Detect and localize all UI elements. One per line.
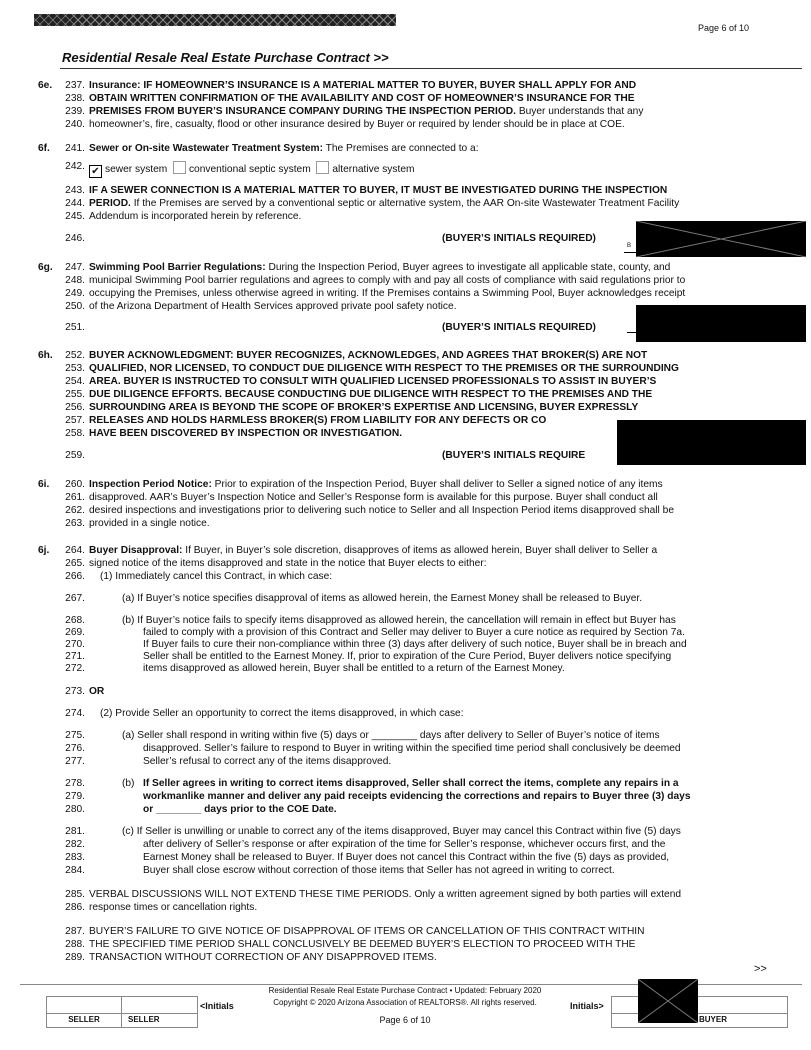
line-marker: (b): [122, 778, 135, 789]
footer-line1: Residential Resale Real Estate Purchase Contract • Updated: February 2020: [268, 986, 542, 995]
line-number: 255.: [65, 389, 85, 400]
line-text: HAVE BEEN DISCOVERED BY INSPECTION OR INVESTIGATION.: [89, 428, 403, 439]
line-number: 272.: [65, 663, 85, 674]
seller-box-line: [47, 1013, 197, 1014]
title-divider: [60, 68, 802, 69]
line-number: 257.: [65, 415, 85, 426]
redacted-initials-block: [636, 305, 806, 342]
line-number: 261.: [65, 492, 85, 503]
line-text: signed notice of the items disapproved and state in the notice that Buyer elects to either:: [89, 558, 487, 569]
line-text: Insurance: IF HOMEOWNER’S INSURANCE IS A MATERIAL MATTER TO BUYER, BUYER SHALL APPLY FOR AND: [89, 80, 637, 91]
line-number: 280.: [65, 804, 85, 815]
initials-line: [624, 252, 636, 253]
line-text: occupying the Premises, unless otherwise agreed in writing. If the Premises contains a Swimming Pool, Buyer acknowledges receipt: [89, 288, 686, 299]
line-number: 243.: [65, 185, 85, 196]
line-number: 247.: [65, 262, 85, 273]
line-text: Buyer shall close escrow without correction of those items that Seller has not agreed in writing to correct.: [143, 865, 615, 876]
line-text: (a) If Buyer’s notice specifies disapproval of items as allowed herein, the Earnest Money shall be released to Buyer.: [122, 593, 643, 604]
line-number: 253.: [65, 363, 85, 374]
continue-mark: >>: [754, 963, 767, 975]
initials-required-label: (BUYER’S INITIALS REQUIRED): [442, 322, 596, 333]
line-text: PERIOD. If the Premises are served by a conventional septic or alternative system, the AAR On-site Wastewater Treatment Facility: [89, 198, 680, 209]
line-number: 256.: [65, 402, 85, 413]
line-text: homeowner’s, fire, casualty, flood or other insurance desired by Buyer or required by lender should be in place at COE.: [89, 119, 625, 130]
line-number: 239.: [65, 106, 85, 117]
line-text: OBTAIN WRITTEN CONFIRMATION OF THE AVAILABILITY AND COST OF HOMEOWNER’S INSURANCE FOR THE: [89, 93, 635, 104]
section-label: 6e.: [38, 80, 53, 91]
sewer-system-checkbox[interactable]: ✔: [89, 165, 102, 178]
line-number: 268.: [65, 615, 85, 626]
line-number: 263.: [65, 518, 85, 529]
line-text: TRANSACTION WITHOUT CORRECTION OF ANY DISAPPROVED ITEMS.: [89, 952, 437, 963]
line-text: DUE DILIGENCE EFFORTS. BECAUSE CONDUCTING DUE DILIGENCE WITH RESPECT TO THE PREMISES AND THE: [89, 389, 653, 400]
line-number: 281.: [65, 826, 85, 837]
line-text: AREA. BUYER IS INSTRUCTED TO CONSULT WITH QUALIFIED LICENSED PROFESSIONALS TO ASSIST IN BUYER’S: [89, 376, 657, 387]
line-number: 250.: [65, 301, 85, 312]
line-text: IF A SEWER CONNECTION IS A MATERIAL MATTER TO BUYER, IT MUST BE INVESTIGATED DURING THE INSPECTION: [89, 185, 668, 196]
line-number: 267.: [65, 593, 85, 604]
line-number: 286.: [65, 902, 85, 913]
alternative-system-checkbox[interactable]: [316, 161, 329, 174]
footer-copyright: Copyright © 2020 Arizona Association of REALTORS®. All rights reserved.: [273, 998, 537, 1007]
line-number: 248.: [65, 275, 85, 286]
line-number: 271.: [65, 651, 85, 662]
line-number: 265.: [65, 558, 85, 569]
line-text: provided in a single notice.: [89, 518, 210, 529]
line-text: Swimming Pool Barrier Regulations: During the Inspection Period, Buyer agrees to investigate all applicable state, county, and: [89, 262, 671, 273]
line-number: 275.: [65, 730, 85, 741]
sewer-options: [89, 161, 414, 178]
line-number: 262.: [65, 505, 85, 516]
initials-required-label: (BUYER’S INITIALS REQUIRED): [442, 233, 596, 244]
line-text: (c) If Seller is unwilling or unable to correct any of the items disapproved, Buyer may cancel this Contract within five (5) days: [122, 826, 681, 837]
line-text: VERBAL DISCUSSIONS WILL NOT EXTEND THESE TIME PERIODS. Only a written agreement signed by both parties will extend: [89, 889, 682, 900]
line-text: If Buyer fails to cure their non-compliance within three (3) days after delivery of such notice, Buyer shall be in breach and: [143, 639, 687, 650]
line-text: (1) Immediately cancel this Contract, in which case:: [100, 571, 333, 582]
buyer-label: BUYER: [699, 1015, 728, 1024]
line-number: 276.: [65, 743, 85, 754]
page-title: Residential Resale Real Estate Purchase Contract >>: [62, 50, 389, 65]
line-text: THE SPECIFIED TIME PERIOD SHALL CONCLUSIVELY BE DEEMED BUYER’S ELECTION TO PROCEED WITH THE: [89, 939, 636, 950]
initials-right-label: Initials>: [570, 1001, 604, 1011]
line-text: Seller’s refusal to correct any of the items disapproved.: [143, 756, 392, 767]
line-text: OR: [89, 686, 105, 697]
line-text: failed to comply with a provision of this Contract and Seller may deliver to Buyer a cure notice as required by Section 7a.: [143, 627, 685, 638]
initials-required-label: (BUYER’S INITIALS REQUIRE: [442, 450, 586, 461]
septic-system-checkbox[interactable]: [173, 161, 186, 174]
line-text: BUYER’S FAILURE TO GIVE NOTICE OF DISAPPROVAL OF ITEMS OR CANCELLATION OF THIS CONTRACT WITHIN: [89, 926, 645, 937]
line-number: 240.: [65, 119, 85, 130]
section-label: 6f.: [38, 143, 50, 154]
line-text: Buyer Disapproval: If Buyer, in Buyer’s sole discretion, disapproves of items as allowed herein, Buyer shall deliver to Seller a: [89, 545, 658, 556]
line-text: desired inspections and investigations prior to delivering such notice to Seller and all Inspection Period items disapproved shall be: [89, 505, 674, 516]
line-number: 258.: [65, 428, 85, 439]
line-text: Earnest Money shall be released to Buyer. If Buyer does not cancel this Contract within the five (5) days as provided,: [143, 852, 670, 863]
alternative-system-label: alternative system: [332, 164, 415, 175]
line-number: 237.: [65, 80, 85, 91]
line-text: Sewer or On-site Wastewater Treatment System: The Premises are connected to a:: [89, 143, 479, 154]
line-text: after delivery of Seller’s response or after expiration of the time for Seller’s response, whichever occurs first, and the: [143, 839, 666, 850]
line-number: 249.: [65, 288, 85, 299]
line-number: 238.: [65, 93, 85, 104]
line-number: 277.: [65, 756, 85, 767]
line-text: QUALIFIED, NOR LICENSED, TO CONDUCT DUE DILIGENCE WITH RESPECT TO THE PREMISES OR THE SURROUNDING: [89, 363, 679, 374]
line-text: (b) If Buyer’s notice fails to specify items disapproved as allowed herein, the cancellation will remain in effect but Buyer has: [122, 615, 676, 626]
redacted-buyer-initials: [638, 979, 698, 1023]
line-text: disapproved. Seller’s failure to respond to Buyer in writing within the specified time period shall conclusively be deemed: [143, 743, 681, 754]
line-text: RELEASES AND HOLDS HARMLESS BROKER(S) FROM LIABILITY FOR ANY DEFECTS OR CO: [89, 415, 547, 426]
line-number: 241.: [65, 143, 85, 154]
section-label: 6h.: [38, 350, 53, 361]
seller-initials-box[interactable]: [46, 996, 198, 1028]
redaction-cross-icon: [636, 221, 806, 257]
page-number-top: Page 6 of 10: [697, 23, 749, 33]
redacted-initials-block: [636, 221, 806, 257]
line-number: 270.: [65, 639, 85, 650]
line-text: or ________ days prior to the COE Date.: [143, 804, 337, 815]
redacted-header-bar: [34, 14, 396, 26]
line-text: (2) Provide Seller an opportunity to correct the items disapproved, in which case:: [100, 708, 464, 719]
section-label: 6i.: [38, 479, 50, 490]
footer-page-number: Page 6 of 10: [379, 1015, 431, 1025]
line-text: Inspection Period Notice: Prior to expiration of the Inspection Period, Buyer shall deliver to Seller a signed notice of any items: [89, 479, 663, 490]
line-text: PREMISES FROM BUYER’S INSURANCE COMPANY DURING THE INSPECTION PERIOD. Buyer understands that any: [89, 106, 644, 117]
line-text: response times or cancellation rights.: [89, 902, 258, 913]
line-text: SURROUNDING AREA IS BEYOND THE SCOPE OF BROKER’S EXPERTISE AND LICENSING, BUYER EXPRESSLY: [89, 402, 639, 413]
line-number: 252.: [65, 350, 85, 361]
line-text: Seller shall be entitled to the Earnest Money. If, prior to expiration of the Cure Period, Buyer delivers notice specifying: [143, 651, 672, 662]
line-text: disapproved. AAR’s Buyer’s Inspection Notice and Seller’s Response form is available for this purpose. Buyer shall conduct all: [89, 492, 658, 503]
redaction-cross-icon: [638, 979, 698, 1023]
seller-label: SELLER: [128, 1015, 160, 1024]
line-text: municipal Swimming Pool barrier regulations and agrees to comply with and pay all costs of compliance with said regulations prior to: [89, 275, 686, 286]
line-number: 244.: [65, 198, 85, 209]
line-number: 254.: [65, 376, 85, 387]
seller-label: SELLER: [68, 1015, 100, 1024]
line-number: 266.: [65, 571, 85, 582]
line-number: 279.: [65, 791, 85, 802]
line-number: 288.: [65, 939, 85, 950]
septic-system-label: conventional septic system: [188, 164, 311, 175]
line-number: 264.: [65, 545, 85, 556]
line-number: 245.: [65, 211, 85, 222]
line-text: of the Arizona Department of Health Services approved private pool safety notice.: [89, 301, 457, 312]
line-number: 284.: [65, 865, 85, 876]
initials-field-label: B: [627, 243, 632, 249]
section-label: 6j.: [38, 545, 50, 556]
line-text: Addendum is incorporated herein by reference.: [89, 211, 302, 222]
line-number: 251.: [65, 322, 85, 333]
line-number: 259.: [65, 450, 85, 461]
line-number: 274.: [65, 708, 85, 719]
sewer-system-label: sewer system: [105, 164, 168, 175]
line-number: 273.: [65, 686, 85, 697]
line-text: If Seller agrees in writing to correct items disapproved, Seller shall correct the items, complete any repairs in a: [143, 778, 679, 789]
line-text: workmanlike manner and deliver any paid receipts evidencing the corrections and repairs to Buyer three (3) days: [143, 791, 691, 802]
line-number: 289.: [65, 952, 85, 963]
initials-line: [627, 332, 636, 333]
line-number: 278.: [65, 778, 85, 789]
line-number: 285.: [65, 889, 85, 900]
line-number: 246.: [65, 233, 85, 244]
line-number: 269.: [65, 627, 85, 638]
line-number: 242.: [65, 161, 85, 172]
line-number: 260.: [65, 479, 85, 490]
line-text: BUYER ACKNOWLEDGMENT: BUYER RECOGNIZES, ACKNOWLEDGES, AND AGREES THAT BROKER(S) ARE NOT: [89, 350, 648, 361]
initials-left-label: <Initials: [200, 1001, 234, 1011]
line-number: 282.: [65, 839, 85, 850]
line-text: (a) Seller shall respond in writing within five (5) days or ________ days after delivery to Seller of Buyer’s notice of items: [122, 730, 660, 741]
line-text: items disapproved as allowed herein, Buyer shall be entitled to a return of the Earnest Money.: [143, 663, 565, 674]
line-number: 283.: [65, 852, 85, 863]
redacted-initials-block: [617, 420, 806, 465]
section-label: 6g.: [38, 262, 53, 273]
line-number: 287.: [65, 926, 85, 937]
